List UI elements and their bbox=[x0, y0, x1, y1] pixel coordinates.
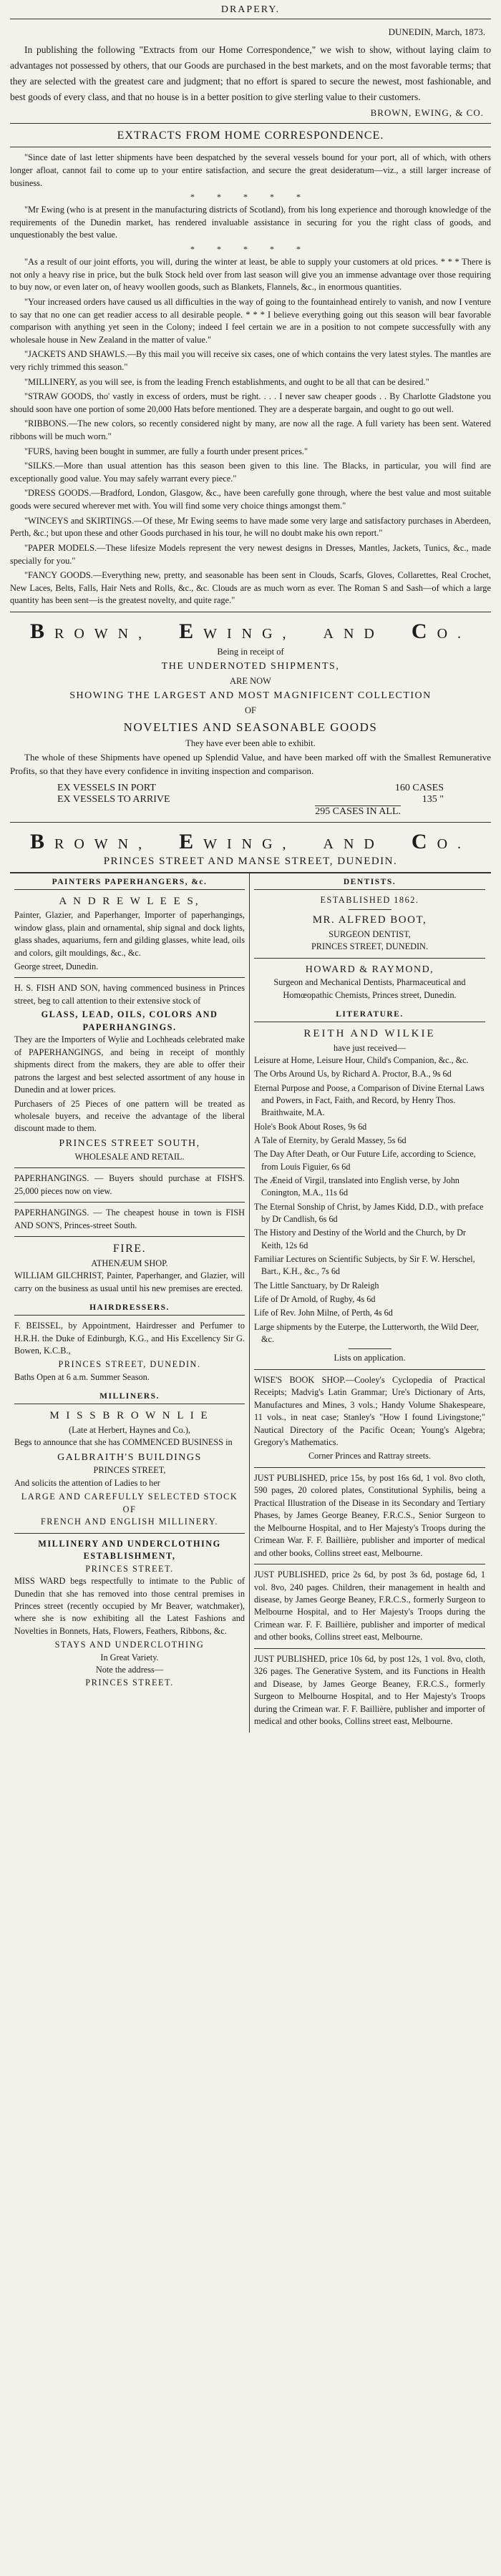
boot-sub: SURGEON DENTIST, bbox=[329, 929, 411, 939]
fish-address: PRINCES STREET SOUTH, bbox=[59, 1137, 200, 1149]
book-item: Large shipments by the Euterpe, the Lutterworth, the Wild Deer, &c. bbox=[254, 1321, 479, 1344]
dentists-heading: DENTISTS. bbox=[254, 873, 485, 890]
wise-address: Corner Princes and Rattray streets. bbox=[308, 1451, 432, 1461]
book-item: The Day After Death, or Our Future Life, according to Science, from Louis Figuier, 6s 6d bbox=[254, 1149, 476, 1172]
howard-body: Surgeon and Mechanical Dentists, Pharmaceutical and Homœopathic Chemists, Princes street, Dunedin. bbox=[273, 977, 466, 1000]
just-published-advert bbox=[254, 1653, 485, 1728]
brownlie-advert bbox=[14, 1409, 245, 1528]
ward-title: MILLINERY AND UNDERCLOTHING ESTABLISHMENT, bbox=[38, 1538, 221, 1562]
paperhangings-advert bbox=[14, 1207, 245, 1232]
just-published-text: JUST PUBLISHED, price 2s 6d, by post 3s 6d, postage 6d, 1 vol. 8vo, 240 pages. Children, their management in health and disease, by James George Beaney, F.R.C.S., formerly Surgeon to Melbourne Hospital, and to Her Majesty's Troops during the Crimean war. F. F. Baillière, publisher and importer of medical and other books, Collins street east, Melbourne. bbox=[254, 1569, 485, 1642]
cases-label: EX VESSELS IN PORT bbox=[57, 782, 156, 793]
book-item: The Orbs Around Us, by Richard A. Proctor, B.A., 9s 6d bbox=[254, 1069, 452, 1079]
lees-name: A N D R E W L E E S, bbox=[59, 895, 200, 907]
extract-item: "RIBBONS.—The new colors, so recently considered night by many, are now all the rage. A full variety has been sent. Watered ribbons will be much worn." bbox=[10, 418, 491, 442]
howard-advert bbox=[254, 963, 485, 1002]
firm-address: PRINCES STREET AND MANSE STREET, DUNEDIN. bbox=[103, 855, 398, 867]
separator-stars: * * * * * bbox=[190, 192, 311, 202]
divider bbox=[10, 123, 491, 124]
extract-item: "Since date of last letter shipments have been despatched by the several vessels bound for your port, all of which, with others longer afloat, cannot fail to come up to your entire satisfaction, and secure the great desideratum—viz., a still larger increase of business. bbox=[10, 152, 491, 188]
paperhangings-text: PAPERHANGINGS. — The cheapest house in town is FISH AND SON'S, Princes-street South. bbox=[14, 1208, 245, 1230]
announcement-line: THE UNDERNOTED SHIPMENTS, bbox=[161, 660, 340, 672]
section-title: DRAPERY. bbox=[10, 4, 491, 19]
cases-label: EX VESSELS TO ARRIVE bbox=[57, 793, 170, 805]
book-item: The Eternal Sonship of Christ, by James Kidd, D.D., with preface by Dr Candlish, 6s 6d bbox=[254, 1201, 484, 1225]
left-column bbox=[10, 873, 250, 1733]
cases-value: 135 " bbox=[422, 793, 444, 805]
beissel-body: F. BEISSEL, by Appointment, Hairdresser and Perfumer to H.R.H. the Duke of Edinburgh, K.G., and His Excellency Sir G. Bowen, K.C.B., bbox=[14, 1321, 245, 1356]
extract-item: "Mr Ewing (who is at present in the manufacturing districts of Scotland), from his long experience and thorough knowledge of the requirements of the Dunedin market, has rendered invaluable assistance in securing for you the right class of goods, and unquestionably the best value. bbox=[10, 205, 491, 240]
fish-body: They are the Importers of Wylie and Lochheads celebrated make of PAPERHANGINGS, and being in receipt of monthly shipments direct from the makers, they are able to offer their patrons the largest and best selected assortment of any house in Dunedin and at lower prices. bbox=[14, 1034, 245, 1095]
beissel-advert bbox=[14, 1320, 245, 1384]
fire-title: FIRE. bbox=[112, 1243, 147, 1255]
announcement-line: Being in receipt of bbox=[217, 646, 284, 657]
book-item: Life of Rev. John Milne, of Perth, 4s 6d bbox=[254, 1308, 393, 1318]
reith-advert bbox=[254, 1027, 485, 1364]
book-item: The Little Sanctuary, by Dr Raleigh bbox=[254, 1280, 379, 1291]
lees-advert bbox=[14, 894, 245, 974]
book-item: The History and Destiny of the World and the Church, by Dr Keith, 12s 6d bbox=[254, 1228, 466, 1250]
brownlie-street: PRINCES STREET, bbox=[93, 1465, 166, 1476]
extract-item: "FURS, having been bought in summer, are fully a fourth under present prices." bbox=[24, 446, 308, 456]
book-item: Familiar Lectures on Scientific Subjects, by Sir F. W. Herschel, Bart., K.H., &c., 7s 6d bbox=[254, 1254, 475, 1277]
intro-paragraph: In publishing the following "Extracts from our Home Correspondence," we wish to show, without laying claim to advantages not possessed by others, that our Goods are purchased in the best markets, and on the most favorable terms; that they are selected with the greatest care and judgment; that no effort is spared to secure the newest, most fashionable, and best goods of every class, and that no house is in a better position to give sterling value to their customers. bbox=[10, 44, 491, 102]
book-list bbox=[254, 1054, 485, 1346]
just-published-text: JUST PUBLISHED, price 15s, by post 16s 6d, 1 vol. 8vo cloth, 590 pages, 20 colored plates, Constitutional Syphilis, being a Practical Illustration of the Disease in its Secondary and Tertiary Phases, by James George Beaney, F.R.C.S., Senior Surgeon to the Melbourne Hospital, and to Her Majesty's Troops during the Crimean War. F. F. Baillière, publisher and importer of medical and other books, Collins street east, Melbourne. bbox=[254, 1472, 485, 1558]
extract-item: "JACKETS AND SHAWLS.—By this mail you will receive six cases, one of which contains the very latest styles. The mantles are very richly trimmed this season." bbox=[10, 349, 491, 372]
reith-name: REITH AND WILKIE bbox=[303, 1028, 436, 1040]
book-item: The Æneid of Virgil, translated into English verse, by John Conington, M.A., 11s 6d bbox=[254, 1175, 459, 1198]
extract-item: "As a result of our joint efforts, you will, during the winter at least, be able to supply your customers at old prices. * * * There is not only a heavy rise in price, but the bulk Stock held over from last season will give you an immense advantage over those requiring to buy now, or even later on, of heavy woollen goods, such as Blankets, Flannels, &c., in enormous quantities. bbox=[10, 257, 491, 293]
extracts-list bbox=[10, 152, 491, 607]
boot-advert bbox=[254, 894, 485, 954]
brownlie-name: M I S S B R O W N L I E bbox=[49, 1410, 210, 1422]
boot-name: MR. ALFRED BOOT, bbox=[312, 914, 427, 926]
dateline: DUNEDIN, March, 1873. bbox=[388, 26, 485, 37]
milliners-heading: MILLINERS. bbox=[14, 1388, 245, 1404]
announcement-line: NOVELTIES AND SEASONABLE GOODS bbox=[123, 720, 378, 734]
boot-sub: PRINCES STREET, DUNEDIN. bbox=[311, 941, 429, 952]
announcement-line: SHOWING THE LARGEST AND MOST MAGNIFICENT COLLECTION bbox=[69, 690, 432, 701]
fish-advert bbox=[14, 982, 245, 1163]
established: ESTABLISHED 1862. bbox=[320, 894, 419, 905]
ward-note: Note the address— bbox=[95, 1665, 164, 1675]
book-item: Life of Dr Arnold, of Rugby, 4s 6d bbox=[254, 1294, 376, 1304]
extracts-title: EXTRACTS FROM HOME CORRESPONDENCE. bbox=[117, 129, 384, 142]
paperhangings-text: PAPERHANGINGS. — Buyers should purchase at FISH'S. 25,000 pieces now on view. bbox=[14, 1173, 245, 1196]
right-column bbox=[250, 873, 490, 1733]
extract-item: "PAPER MODELS.—These lifesize Models represent the very newest designs in Dresses, Mantles, Jackets, Tunics, &c., made specially for you." bbox=[10, 542, 491, 566]
cases-table bbox=[57, 783, 444, 818]
reith-sub: have just received— bbox=[333, 1042, 407, 1053]
brownlie-premises: GALBRAITH'S BUILDINGS bbox=[57, 1451, 202, 1463]
cases-value: 160 CASES bbox=[394, 782, 444, 793]
extract-item: "Your increased orders have caused us all difficulties in the way of going to the fountainhead entirely to vanish, and now I venture to say that no one can get readier access to all desirable people. * * * I believe everything going out this season will bear favorable comparison with anything yet seen in the Colony; indeed I feel certain we are in a position to not compete successfully with any wholesale house in New Zealand in the matter of value." bbox=[10, 296, 491, 345]
firm-name: BROWN, EWING, AND CO. bbox=[29, 619, 472, 643]
extract-item: "MILLINERY, as you will see, is from the leading French establishments, and ought to be all that can be desired." bbox=[24, 376, 429, 387]
howard-name: HOWARD & RAYMOND, bbox=[305, 964, 434, 975]
book-item: Eternal Purpose and Poose, a Comparison of Divine Eternal Laws and Powers, in Fact, Faith, and Record, by Henry Thos. Braithwaite, M.A. bbox=[254, 1082, 485, 1118]
intro-signature: BROWN, EWING, & CO. bbox=[370, 107, 484, 119]
extract-item: "FANCY GOODS.—Everything new, pretty, and seasonable has been sent in Clouds, Scarfs, Gloves, Collarettes, Real Crochet, New Laces, Belts, Falls, Hair Nets and Rolls, &c., &c. Clouds are as much worn as ever. The Roman S and Sash—of which a large quantity has been sent—is the greatest novelty, and quite rage." bbox=[10, 570, 491, 606]
fish-address: WHOLESALE AND RETAIL. bbox=[74, 1151, 185, 1162]
brownlie-body: And solicits the attention of Ladies to her bbox=[14, 1477, 160, 1488]
extract-item: "DRESS GOODS.—Bradford, London, Glasgow, &c., have been carefully gone through, where the best value and most suitable goods were secured wherever met with. You will find some very choice things amongst them." bbox=[10, 488, 491, 511]
beissel-note: Baths Open at 6 a.m. Summer Season. bbox=[14, 1371, 150, 1382]
wise-body: WISE'S BOOK SHOP.—Cooley's Cyclopedia of Practical Receipts; Madvig's Latin Grammar; Ure's Dictionary of Arts, Manufactures and Mines, 3 vols.; Handy Volume Shakespeare, 11 vols., in neat case; Stanley's "How I found Livingstone;" Nautical Directory of the Pacific Ocean; Young's Algebra; Gregory's Mathematics. bbox=[254, 1374, 485, 1448]
ward-stays: STAYS AND UNDERCLOTHING bbox=[54, 1640, 205, 1650]
firm-name-footer: BROWN, EWING, AND CO. bbox=[29, 829, 472, 853]
separator-stars: * * * * * bbox=[190, 244, 311, 255]
ward-street: PRINCES STREET. bbox=[85, 1563, 174, 1574]
just-published-advert bbox=[254, 1569, 485, 1644]
fire-advert bbox=[14, 1241, 245, 1295]
announcement-body: The whole of these Shipments have opened up Splendid Value, and have been marked off with the Smallest Remunerative Profits, so that they have every confidence in inviting inspection and comparison. bbox=[10, 751, 491, 777]
newspaper-page bbox=[10, 4, 491, 1733]
ward-advert bbox=[14, 1538, 245, 1689]
fire-sub: ATHENÆUM SHOP. bbox=[91, 1258, 168, 1268]
ward-address: PRINCES STREET. bbox=[85, 1677, 174, 1688]
lees-address: George street, Dunedin. bbox=[14, 961, 99, 972]
divider bbox=[10, 822, 491, 823]
cases-row bbox=[57, 783, 444, 794]
beissel-address: PRINCES STREET, DUNEDIN. bbox=[58, 1359, 201, 1370]
brownlie-sub: (Late at Herbert, Haynes and Co.), bbox=[68, 1424, 191, 1435]
extract-item: "SILKS.—More than usual attention has this season been given to this line. The Blacks, in particular, you will find are exceptionally good value. You may safely warrant every piece." bbox=[10, 461, 491, 484]
extract-item: "WINCEYS and SKIRTINGS.—Of these, Mr Ewing seems to have made some very large and satisfactory purchases in Aberdeen, Perth, &c.; but upon these and other Goods purchased in his tour, he will no doubt make his own report." bbox=[10, 515, 491, 539]
brownlie-body: Begs to announce that she has COMMENCED BUSINESS in bbox=[14, 1437, 233, 1448]
ward-stays-sub: In Great Variety. bbox=[100, 1652, 159, 1662]
paperhangings-advert bbox=[14, 1172, 245, 1198]
fish-body: H. S. FISH AND SON, having commenced business in Princes street, beg to call attention to their extensive stock of bbox=[14, 983, 245, 1006]
just-published-text: JUST PUBLISHED, price 10s 6d, by post 12s, 1 vol. 8vo, cloth, 326 pages. The Generative System, and its Functions in Health and Disease, by James George Beaney, F.R.C.S., formerly Surgeon to Melbourne Hospital, and to Her Majesty's Troops during the Crimean war. F. F. Baillière, publisher and importer of medical and other books, Collins street east, Melbourne. bbox=[254, 1653, 485, 1727]
advert-columns bbox=[10, 872, 491, 1733]
literature-heading: LITERATURE. bbox=[254, 1006, 485, 1022]
extract-item: "STRAW GOODS, tho' vastly in excess of orders, must be right. . . . I never saw cheaper goods . . By Charlotte Gladstone you should soon have one portion of some 20,000 Hats before mentioned. They are a desperate bargain, and ought to go out well. bbox=[10, 391, 491, 414]
reith-footer: Lists on application. bbox=[334, 1353, 406, 1363]
painters-heading: PAINTERS PAPERHANGERS, &c. bbox=[14, 873, 245, 890]
announcement-line: OF bbox=[245, 705, 256, 716]
announcement-line: ARE NOW bbox=[230, 676, 271, 687]
wise-advert bbox=[254, 1374, 485, 1463]
brownlie-stock: FRENCH AND ENGLISH MILLINERY. bbox=[40, 1517, 219, 1527]
hairdressers-heading: HAIRDRESSERS. bbox=[14, 1299, 245, 1316]
announcement-line: They have ever been able to exhibit. bbox=[185, 738, 316, 749]
fish-body: Purchasers of 25 Pieces of one pattern will be treated as wholesale buyers, and receive the advantage of the liberal discount made to them. bbox=[14, 1098, 245, 1134]
book-item: Leisure at Home, Leisure Hour, Child's Companion, &c., &c. bbox=[254, 1055, 469, 1066]
brownlie-stock: LARGE AND CAREFULLY SELECTED STOCK OF bbox=[21, 1492, 238, 1514]
fish-stock: GLASS, LEAD, OILS, COLORS AND PAPERHANGINGS. bbox=[41, 1009, 218, 1032]
lees-body: Painter, Glazier, and Paperhanger, Importer of paperhangings, window glass, plain and ornamental, ship signal and dock lights, glass shades, aquariums, fern and gilding glasses, white lead, oils and colors, gilt mouldings, &c., &c. bbox=[14, 910, 245, 958]
just-published-advert bbox=[254, 1472, 485, 1559]
book-item: Hole's Book About Roses, 9s 6d bbox=[254, 1121, 367, 1132]
fire-body: WILLIAM GILCHRIST, Painter, Paperhanger, and Glazier, will carry on the business as usual until his new premises are erected. bbox=[14, 1270, 245, 1293]
book-item: A Tale of Eternity, by Gerald Massey, 5s 6d bbox=[254, 1135, 407, 1146]
cases-total: 295 CASES IN ALL. bbox=[315, 805, 401, 817]
cases-row bbox=[57, 794, 444, 805]
ward-body: MISS WARD begs respectfully to intimate to the Public of Dunedin that she has removed into those central premises in Princes street (recently occupied by Mr Beaver, watchmaker), where she is now exhibiting all the Latest Fashions and Novelties in Bonnets, Hats, Flowers, Feathers, Ribbons, &c. bbox=[14, 1576, 245, 1636]
